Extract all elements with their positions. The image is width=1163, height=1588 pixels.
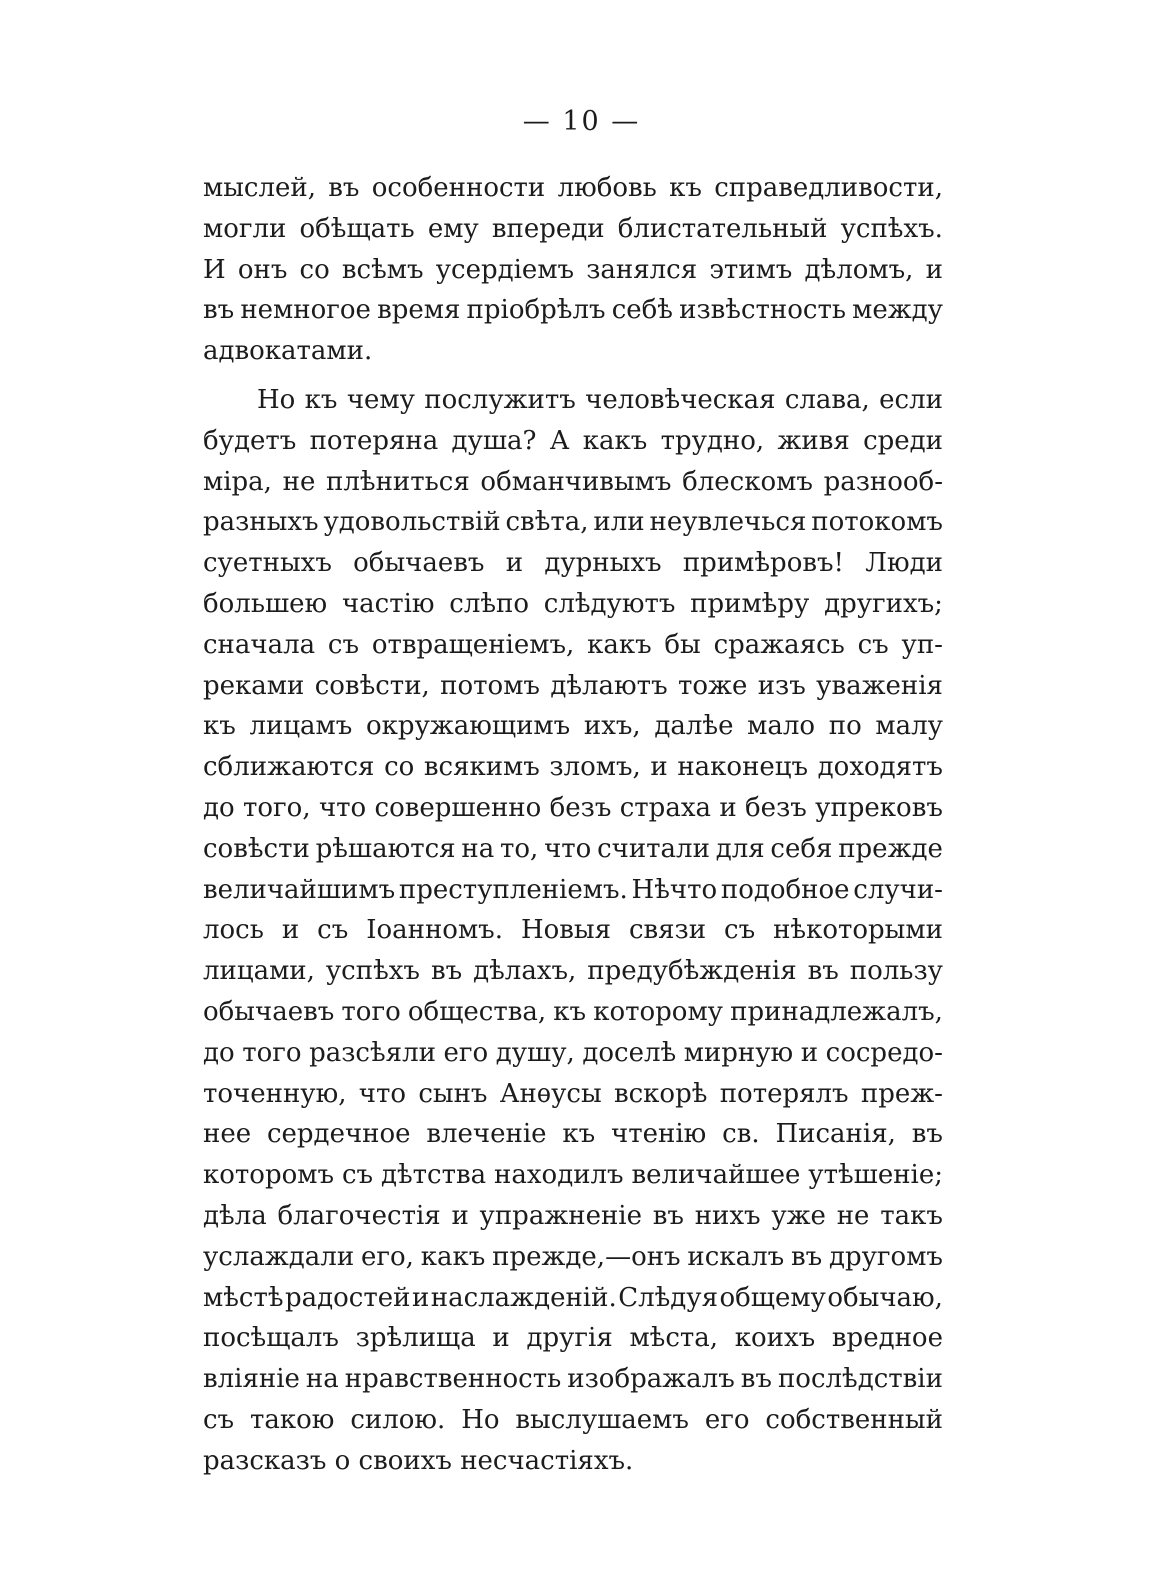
text-line: дѣла благочестія и упражненіе въ нихъ уже не такъ [203, 1200, 943, 1231]
text-line: реками совѣсти, потомъ дѣлаютъ тоже изъ уваженія [203, 670, 943, 701]
text-line: вліяніе на нравственность изображалъ въ послѣдствіи [203, 1364, 943, 1395]
text-line: мѣстѣ радостей и наслажденій. Слѣдуя общему обычаю, [203, 1282, 943, 1313]
text-line: большею частію слѣпо слѣдуютъ примѣру другихъ; [203, 588, 943, 619]
text-line: могли обѣщать ему впереди блистательный успѣхъ. [203, 213, 943, 244]
text-line-paragraph-end: адвокатами. [203, 336, 373, 367]
text-line: лицами, успѣхъ въ дѣлахъ, предубѣжденія въ пользу [203, 956, 943, 987]
text-line: въ немногое время пріобрѣлъ себѣ извѣстность между [203, 295, 943, 326]
text-line: сначала съ отвращеніемъ, какъ бы сражаясь съ уп- [203, 629, 943, 660]
text-line: совѣсти рѣшаются на то, что считали для себя прежде [203, 833, 943, 864]
text-line-paragraph-end: разсказъ о своихъ несчастіяхъ. [203, 1445, 634, 1476]
text-line: къ лицамъ окружающимъ ихъ, далѣе мало по малу [203, 711, 943, 742]
text-line: И онъ со всѣмъ усердіемъ занялся этимъ дѣломъ, и [203, 254, 943, 285]
text-line: обычаевъ того общества, къ которому принадлежалъ, [203, 996, 943, 1027]
text-line: суетныхъ обычаевъ и дурныхъ примѣровъ! Люди [203, 548, 943, 579]
text-line: посѣщалъ зрѣлища и другія мѣста, коихъ вредное [203, 1323, 943, 1354]
text-line: съ такою силою. Но выслушаемъ его собственный [203, 1404, 943, 1435]
text-line: будетъ потеряна душа? А какъ трудно, живя среди [203, 425, 943, 456]
text-line: которомъ съ дѣтства находилъ величайшее утѣшеніе; [203, 1160, 943, 1191]
text-line: мыслей, въ особенности любовь къ справедливости, [203, 173, 943, 203]
text-line-paragraph-start: Но къ чему послужитъ человѣческая слава, если [257, 384, 943, 415]
text-line: лось и съ Іоанномъ. Новыя связи съ нѣкоторыми [203, 915, 943, 946]
text-line: точенную, что сынъ Анѳусы вскорѣ потерялъ преж- [203, 1078, 943, 1109]
text-line: сближаются со всякимъ зломъ, и наконецъ доходятъ [203, 752, 943, 783]
body-text [203, 168, 943, 1482]
page-number: — 10 — [522, 106, 641, 137]
text-line: услаждали его, какъ прежде,—онъ искалъ въ другомъ [203, 1241, 943, 1272]
text-line: до того разсѣяли его душу, доселѣ мирную и сосредо- [203, 1037, 943, 1068]
text-line: до того, что совершенно безъ страха и безъ упрековъ [203, 792, 943, 823]
text-line: нее сердечное влеченіе къ чтенію св. Писанія, въ [203, 1119, 943, 1150]
text-line: міра, не плѣниться обманчивымъ блескомъ разнооб- [203, 466, 943, 497]
text-line: разныхъ удовольствій свѣта, или неувлечься потокомъ [203, 507, 943, 538]
text-line: величайшимъ преступленіемъ. Нѣчто подобное случи- [203, 874, 943, 905]
